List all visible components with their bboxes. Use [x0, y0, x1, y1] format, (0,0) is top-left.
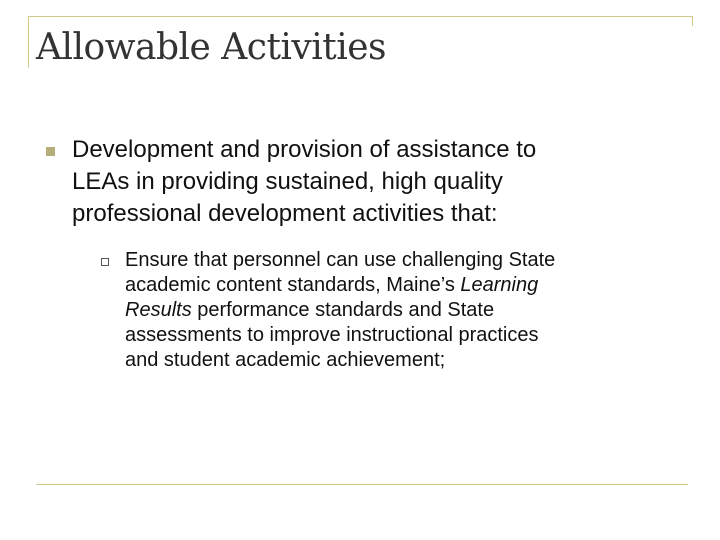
bullet-line: Development and provision of assistance to	[72, 136, 537, 163]
sub-bullet-line	[125, 348, 685, 373]
bullet-line: LEAs in providing sustained, high quality	[72, 168, 503, 195]
bullet-line: professional development activities that:	[72, 200, 498, 227]
left-accent-rule	[28, 16, 29, 68]
hollow-square-bullet-icon	[101, 258, 109, 266]
slide-title: Allowable Activities	[36, 27, 387, 68]
sub-bullet-segment: academic content standards, Maine’s	[125, 274, 461, 296]
sub-bullet-line	[125, 323, 685, 348]
sub-bullet-segment: assessments to improve instructional practices	[125, 324, 539, 346]
filled-square-bullet-icon	[46, 147, 55, 156]
sub-bullet-segment: and student academic achievement;	[125, 349, 446, 371]
bullet-text	[72, 134, 682, 230]
sub-bullet-italic-segment: Learning	[460, 274, 539, 296]
sub-bullet-segment: Ensure that personnel can use challenging State	[125, 249, 556, 271]
sub-bullet-italic-segment: Results	[125, 299, 192, 321]
bottom-accent-rule	[36, 484, 688, 485]
sub-bullet-segment: performance standards and State	[191, 299, 495, 321]
sub-bullet-line	[125, 273, 685, 298]
top-accent-rule	[28, 16, 692, 17]
right-accent-tick	[692, 16, 693, 26]
sub-bullet-line	[125, 298, 685, 323]
sub-bullet-text	[125, 248, 685, 373]
sub-bullet-line	[125, 248, 685, 273]
